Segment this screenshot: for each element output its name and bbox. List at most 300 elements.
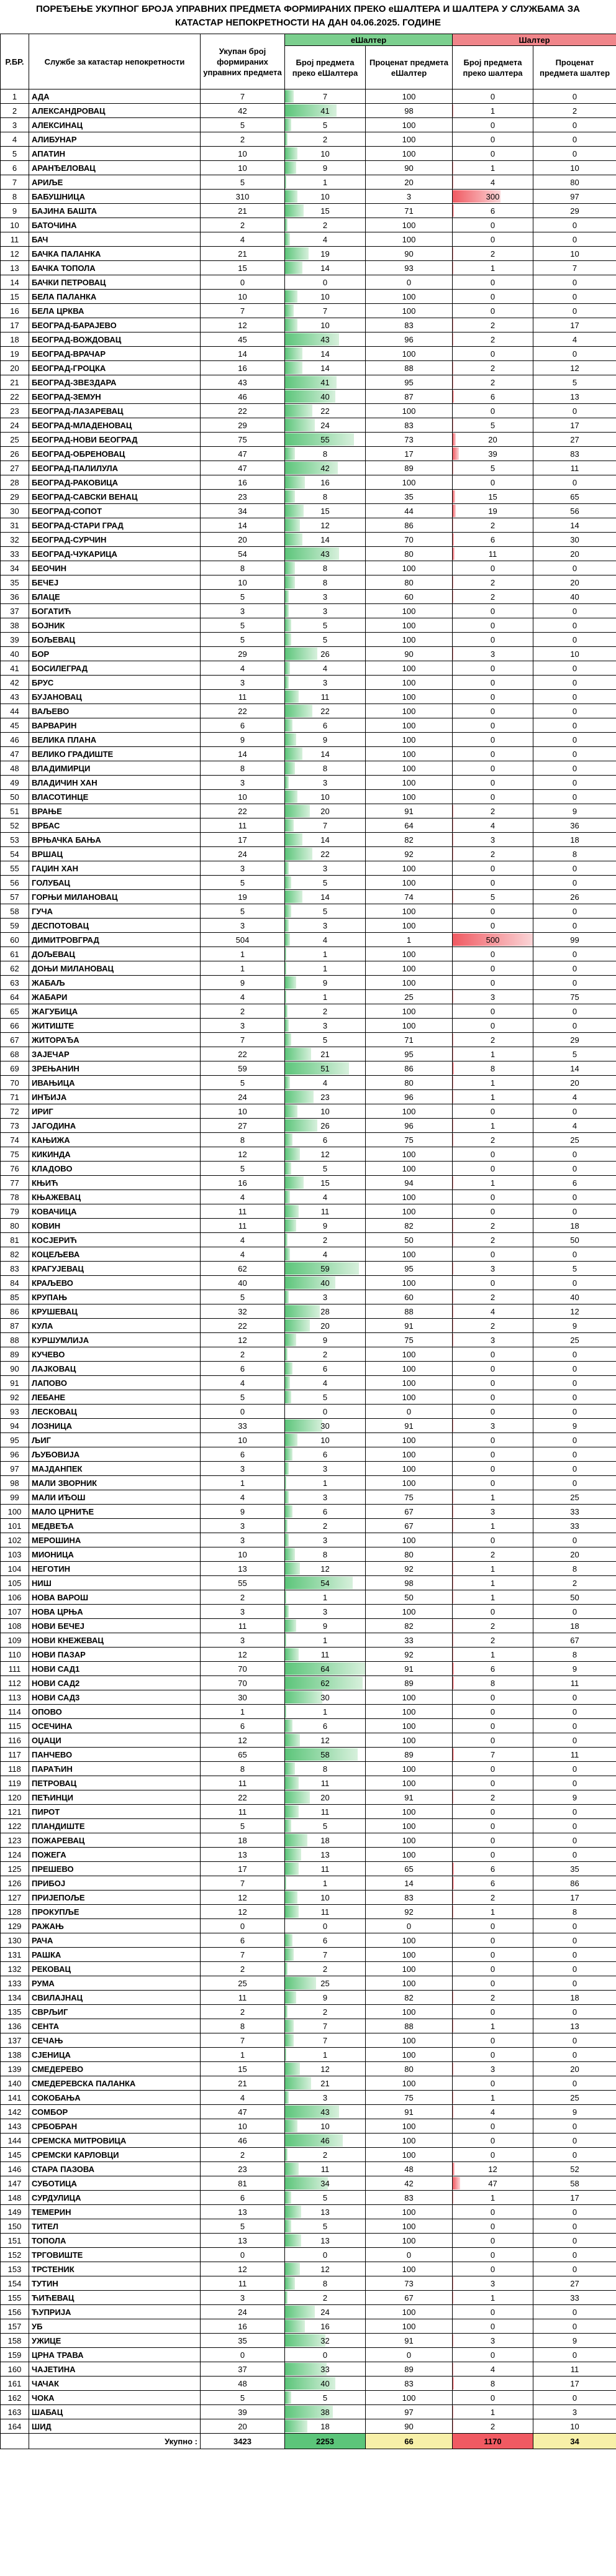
- eshalter-value: 2: [322, 2150, 328, 2160]
- row-ukupno: 15: [201, 2062, 285, 2076]
- table-row: [1, 275, 616, 290]
- row-ukupno: 3: [201, 2291, 285, 2305]
- eshalter-value: 3: [322, 920, 328, 930]
- shalter-value: 0: [490, 692, 496, 702]
- row-ukupno: 54: [201, 547, 285, 561]
- shalter-value: 0: [490, 1807, 496, 1817]
- row-ukupno: 5: [201, 118, 285, 132]
- row-ukupno: 11: [201, 1805, 285, 1819]
- eshalter-value: 0: [322, 277, 328, 287]
- eshalter-value: 14: [320, 749, 330, 759]
- eshalter-data-bar: [285, 791, 297, 803]
- row-sluzba: СУРДУЛИЦА: [29, 2191, 201, 2205]
- row-sluzba: АПАТИН: [29, 147, 201, 161]
- row-sluzba: СЈЕНИЦА: [29, 2048, 201, 2062]
- shalter-value: 0: [490, 1835, 496, 1845]
- row-number: 59: [1, 919, 29, 933]
- row-number: 93: [1, 1405, 29, 1419]
- row-procenat-shalter: 0: [533, 1347, 616, 1362]
- shalter-data-bar: [453, 505, 456, 517]
- shalter-value: 0: [490, 1392, 496, 1402]
- row-sluzba: ДИМИТРОВГРАД: [29, 933, 201, 947]
- row-number: 5: [1, 147, 29, 161]
- row-ukupno: 11: [201, 1219, 285, 1233]
- row-broj-shalter: [453, 1219, 533, 1233]
- row-procenat-shalter: 0: [533, 1948, 616, 1962]
- row-number: 122: [1, 1819, 29, 1833]
- row-sluzba: УЖИЦЕ: [29, 2334, 201, 2348]
- eshalter-value: 1: [322, 1478, 328, 1488]
- row-number: 25: [1, 433, 29, 447]
- eshalter-value: 33: [320, 2364, 330, 2374]
- row-procenat-shalter: 0: [533, 2148, 616, 2162]
- row-broj-shalter: [453, 2291, 533, 2305]
- row-sluzba: НИШ: [29, 1576, 201, 1590]
- row-broj-shalter: [453, 504, 533, 518]
- row-procenat-eshalter: 83: [366, 2191, 453, 2205]
- row-broj-eshalter: [285, 1905, 366, 1919]
- shalter-value: 3: [490, 2278, 496, 2288]
- shalter-value: 300: [486, 191, 500, 201]
- eshalter-value: 58: [320, 1749, 330, 1759]
- shalter-value: 1: [490, 1649, 496, 1659]
- row-procenat-eshalter: 91: [366, 1419, 453, 1433]
- row-number: 45: [1, 718, 29, 733]
- row-broj-shalter: [453, 1319, 533, 1333]
- row-sluzba: БЕОГРАД-ПАЛИЛУЛА: [29, 461, 201, 475]
- row-number: 88: [1, 1333, 29, 1347]
- eshalter-data-bar: [285, 2334, 325, 2347]
- eshalter-value: 14: [320, 534, 330, 544]
- row-broj-shalter: [453, 1476, 533, 1490]
- row-ukupno: 6: [201, 718, 285, 733]
- row-procenat-eshalter: 35: [366, 490, 453, 504]
- shalter-data-bar: [453, 1877, 454, 1889]
- eshalter-data-bar: [285, 748, 302, 760]
- row-number: 43: [1, 690, 29, 704]
- row-ukupno: 0: [201, 2348, 285, 2362]
- row-ukupno: 4: [201, 1233, 285, 1247]
- shalter-value: 0: [490, 1735, 496, 1745]
- row-number: 132: [1, 1962, 29, 1976]
- row-number: 82: [1, 1247, 29, 1262]
- row-sluzba: ГУЧА: [29, 904, 201, 919]
- shalter-value: 0: [490, 735, 496, 745]
- eshalter-data-bar: [285, 1848, 301, 1861]
- row-procenat-shalter: 58: [533, 2176, 616, 2191]
- row-procenat-eshalter: 100: [366, 1533, 453, 1547]
- row-broj-eshalter: [285, 2334, 366, 2348]
- shalter-value: 4: [490, 1306, 496, 1316]
- row-procenat-eshalter: 92: [366, 1562, 453, 1576]
- row-sluzba: КЊИЋ: [29, 1176, 201, 1190]
- row-procenat-eshalter: 100: [366, 347, 453, 361]
- table-row: [1, 1719, 616, 1733]
- row-procenat-eshalter: 100: [366, 704, 453, 718]
- row-broj-shalter: [453, 2334, 533, 2348]
- row-procenat-eshalter: 75: [366, 1333, 453, 1347]
- table-row: [1, 1090, 616, 1104]
- row-procenat-eshalter: 83: [366, 1891, 453, 1905]
- row-procenat-shalter: 0: [533, 1476, 616, 1490]
- row-procenat-eshalter: 100: [366, 1204, 453, 1219]
- row-procenat-eshalter: 96: [366, 1090, 453, 1104]
- row-ukupno: 0: [201, 1405, 285, 1419]
- row-broj-shalter: [453, 1905, 533, 1919]
- row-broj-eshalter: [285, 247, 366, 261]
- row-procenat-eshalter: 0: [366, 1919, 453, 1933]
- table-row: [1, 2234, 616, 2248]
- row-sluzba: СМЕДЕРЕВО: [29, 2062, 201, 2076]
- row-number: 145: [1, 2148, 29, 2162]
- eshalter-value: 0: [322, 1921, 328, 1931]
- row-broj-eshalter: [285, 1991, 366, 2005]
- table-row: [1, 790, 616, 804]
- shalter-value: 2: [490, 1549, 496, 1559]
- eshalter-data-bar: [285, 1205, 299, 1217]
- table-row: [1, 1862, 616, 1876]
- row-sluzba: БОР: [29, 647, 201, 661]
- table-row: [1, 1061, 616, 1076]
- row-broj-eshalter: [285, 1047, 366, 1061]
- table-row: [1, 1891, 616, 1905]
- eshalter-data-bar: [285, 1791, 310, 1804]
- eshalter-value: 14: [320, 892, 330, 902]
- shalter-value: 3: [490, 649, 496, 659]
- row-broj-eshalter: [285, 919, 366, 933]
- row-broj-eshalter: [285, 1290, 366, 1304]
- row-broj-shalter: [453, 147, 533, 161]
- row-sluzba: БЕОГРАД-ЧУКАРИЦА: [29, 547, 201, 561]
- row-sluzba: СТАРА ПАЗОВА: [29, 2162, 201, 2176]
- table-row: [1, 1162, 616, 1176]
- eshalter-data-bar: [285, 176, 286, 188]
- row-broj-shalter: [453, 1090, 533, 1104]
- eshalter-value: 4: [322, 663, 328, 673]
- row-number: 21: [1, 375, 29, 390]
- row-procenat-eshalter: 89: [366, 1748, 453, 1762]
- row-number: 86: [1, 1304, 29, 1319]
- row-sluzba: ОПОВО: [29, 1705, 201, 1719]
- table-row: [1, 2248, 616, 2262]
- row-broj-eshalter: [285, 1576, 366, 1590]
- row-procenat-shalter: 0: [533, 132, 616, 147]
- row-procenat-shalter: 9: [533, 1662, 616, 1676]
- shalter-value: 1: [490, 1078, 496, 1088]
- row-sluzba: ШИД: [29, 2419, 201, 2434]
- eshalter-data-bar: [285, 733, 296, 746]
- table-row: [1, 2219, 616, 2234]
- row-broj-eshalter: [285, 475, 366, 490]
- eshalter-value: 1: [322, 1635, 328, 1645]
- row-procenat-eshalter: 86: [366, 518, 453, 533]
- row-sluzba: АЛИБУНАР: [29, 132, 201, 147]
- row-broj-eshalter: [285, 2033, 366, 2048]
- row-procenat-eshalter: 91: [366, 2334, 453, 2348]
- eshalter-value: 10: [320, 1435, 330, 1445]
- shalter-value: 4: [490, 820, 496, 830]
- eshalter-value: 7: [322, 91, 328, 101]
- row-broj-shalter: [453, 1362, 533, 1376]
- shalter-value: 1: [490, 1592, 496, 1602]
- table-row: [1, 861, 616, 876]
- eshalter-data-bar: [285, 1048, 311, 1060]
- eshalter-value: 11: [320, 692, 330, 702]
- row-number: 129: [1, 1919, 29, 1933]
- shalter-value: 0: [490, 220, 496, 230]
- row-procenat-shalter: 0: [533, 1705, 616, 1719]
- eshalter-data-bar: [285, 1734, 300, 1746]
- shalter-value: 20: [488, 434, 497, 444]
- row-procenat-shalter: 0: [533, 604, 616, 618]
- row-broj-eshalter: [285, 1633, 366, 1648]
- eshalter-data-bar: [285, 991, 286, 1003]
- row-number: 29: [1, 490, 29, 504]
- row-procenat-shalter: 0: [533, 1933, 616, 1948]
- row-broj-eshalter: [285, 676, 366, 690]
- row-procenat-shalter: 17: [533, 2191, 616, 2205]
- row-procenat-eshalter: 100: [366, 2234, 453, 2248]
- row-procenat-shalter: 0: [533, 304, 616, 318]
- row-number: 94: [1, 1419, 29, 1433]
- row-broj-shalter: [453, 1648, 533, 1662]
- row-sluzba: ТРСТЕНИК: [29, 2262, 201, 2276]
- eshalter-value: 15: [320, 206, 330, 216]
- row-procenat-shalter: 0: [533, 2262, 616, 2276]
- row-broj-eshalter: [285, 2362, 366, 2377]
- row-broj-eshalter: [285, 1619, 366, 1633]
- shalter-data-bar: [453, 204, 454, 217]
- row-number: 38: [1, 618, 29, 633]
- eshalter-data-bar: [285, 2234, 301, 2247]
- row-broj-eshalter: [285, 2291, 366, 2305]
- table-row: [1, 1505, 616, 1519]
- row-procenat-shalter: 0: [533, 2391, 616, 2405]
- shalter-value: 0: [490, 477, 496, 487]
- row-sluzba: ПАРАЋИН: [29, 1762, 201, 1776]
- row-sluzba: БАЧ: [29, 232, 201, 247]
- row-ukupno: 23: [201, 490, 285, 504]
- row-sluzba: КРАГУЈЕВАЦ: [29, 1262, 201, 1276]
- row-ukupno: 25: [201, 1976, 285, 1991]
- row-broj-eshalter: [285, 1147, 366, 1162]
- row-broj-shalter: [453, 1862, 533, 1876]
- shalter-value: 7: [490, 1749, 496, 1759]
- row-sluzba: ЖИТОРАЂА: [29, 1033, 201, 1047]
- row-procenat-eshalter: 82: [366, 1619, 453, 1633]
- row-broj-shalter: [453, 690, 533, 704]
- header-group-shalter: Шалтер: [453, 34, 616, 46]
- shalter-value: 0: [490, 1978, 496, 1988]
- row-procenat-shalter: 0: [533, 290, 616, 304]
- row-ukupno: 4: [201, 1376, 285, 1390]
- row-broj-shalter: [453, 1233, 533, 1247]
- row-broj-eshalter: [285, 1676, 366, 1690]
- totals-broj-shalter: 1170: [453, 2434, 533, 2449]
- row-procenat-eshalter: 100: [366, 1247, 453, 1262]
- row-ukupno: 7: [201, 304, 285, 318]
- row-number: 89: [1, 1347, 29, 1362]
- shalter-value: 8: [490, 1678, 496, 1688]
- row-sluzba: НОВИ САД1: [29, 1662, 201, 1676]
- row-procenat-eshalter: 100: [366, 676, 453, 690]
- row-sluzba: БЕОГРАД-ВРАЧАР: [29, 347, 201, 361]
- row-procenat-shalter: 56: [533, 504, 616, 518]
- row-number: 115: [1, 1719, 29, 1733]
- eshalter-data-bar: [285, 762, 295, 774]
- eshalter-value: 2: [322, 1006, 328, 1016]
- row-sluzba: БЕОГРАД-ВОЖДОВАЦ: [29, 332, 201, 347]
- row-broj-eshalter: [285, 2062, 366, 2076]
- row-procenat-eshalter: 60: [366, 1290, 453, 1304]
- row-sluzba: БОЈНИК: [29, 618, 201, 633]
- row-broj-eshalter: [285, 990, 366, 1004]
- row-sluzba: КУРШУМЛИЈА: [29, 1333, 201, 1347]
- row-procenat-shalter: 0: [533, 218, 616, 232]
- shalter-data-bar: [453, 447, 459, 460]
- row-procenat-shalter: 18: [533, 833, 616, 847]
- eshalter-data-bar: [285, 2420, 307, 2432]
- row-number: 42: [1, 676, 29, 690]
- row-ukupno: 5: [201, 1290, 285, 1304]
- row-number: 7: [1, 175, 29, 190]
- row-procenat-shalter: 12: [533, 1304, 616, 1319]
- row-number: 113: [1, 1690, 29, 1705]
- row-number: 8: [1, 190, 29, 204]
- shalter-value: 0: [490, 1692, 496, 1702]
- row-ukupno: 15: [201, 261, 285, 275]
- shalter-value: 1: [490, 2407, 496, 2417]
- row-procenat-eshalter: 100: [366, 1376, 453, 1390]
- row-procenat-eshalter: 100: [366, 1962, 453, 1976]
- shalter-value: 0: [490, 1278, 496, 1288]
- row-broj-eshalter: [285, 1390, 366, 1405]
- row-sluzba: ВРАЊЕ: [29, 804, 201, 818]
- row-broj-eshalter: [285, 1876, 366, 1891]
- table-row: [1, 2119, 616, 2134]
- shalter-value: 0: [490, 306, 496, 316]
- row-broj-eshalter: [285, 275, 366, 290]
- table-row: [1, 747, 616, 761]
- row-broj-eshalter: [285, 1462, 366, 1476]
- row-sluzba: ПРОКУПЉЕ: [29, 1905, 201, 1919]
- eshalter-data-bar: [285, 1391, 291, 1403]
- row-broj-eshalter: [285, 2191, 366, 2205]
- row-ukupno: 45: [201, 332, 285, 347]
- row-ukupno: 21: [201, 2076, 285, 2091]
- row-broj-shalter: [453, 1247, 533, 1262]
- row-number: 153: [1, 2262, 29, 2276]
- eshalter-value: 8: [322, 449, 328, 459]
- row-sluzba: БЕОГРАД-СУРЧИН: [29, 533, 201, 547]
- shalter-value: 0: [490, 763, 496, 773]
- eshalter-data-bar: [285, 1834, 307, 1846]
- eshalter-value: 5: [322, 906, 328, 916]
- row-number: 76: [1, 1162, 29, 1176]
- row-ukupno: 0: [201, 1919, 285, 1933]
- report-title: ПОРЕЂЕЊЕ УКУПНОГ БРОЈА УПРАВНИХ ПРЕДМЕТА ФОРМИРАНИХ ПРЕКО еШАЛТЕРА И ШАЛТЕРА У СЛУЖБАМА ЗА КАТАСТАР НЕПОКРЕТНОСТИ НА ДАН 04.06.2025. ГОДИНЕ: [35, 4, 581, 28]
- row-number: 156: [1, 2305, 29, 2319]
- eshalter-value: 41: [320, 377, 330, 387]
- row-procenat-eshalter: 100: [366, 1933, 453, 1948]
- row-sluzba: НОВИ БЕЧЕЈ: [29, 1619, 201, 1633]
- row-broj-eshalter: [285, 218, 366, 232]
- eshalter-value: 40: [320, 2378, 330, 2388]
- row-broj-shalter: [453, 561, 533, 575]
- row-number: 40: [1, 647, 29, 661]
- row-procenat-eshalter: 100: [366, 1762, 453, 1776]
- row-procenat-eshalter: 95: [366, 1047, 453, 1061]
- row-broj-shalter: [453, 175, 533, 190]
- row-ukupno: 29: [201, 418, 285, 433]
- row-number: 84: [1, 1276, 29, 1290]
- row-number: 119: [1, 1776, 29, 1790]
- eshalter-data-bar: [285, 848, 312, 860]
- row-broj-eshalter: [285, 647, 366, 661]
- shalter-value: 0: [490, 663, 496, 673]
- row-ukupno: 24: [201, 1090, 285, 1104]
- table-row: [1, 1633, 616, 1648]
- row-procenat-shalter: 0: [533, 876, 616, 890]
- row-broj-shalter: [453, 2205, 533, 2219]
- table-row: [1, 890, 616, 904]
- row-procenat-shalter: 0: [533, 1162, 616, 1176]
- eshalter-data-bar: [285, 490, 295, 503]
- row-procenat-eshalter: 90: [366, 161, 453, 175]
- table-row: [1, 290, 616, 304]
- row-broj-eshalter: [285, 976, 366, 990]
- row-procenat-shalter: 12: [533, 361, 616, 375]
- shalter-data-bar: [453, 1748, 454, 1761]
- row-ukupno: 18: [201, 1833, 285, 1848]
- eshalter-value: 20: [320, 1321, 330, 1331]
- shalter-data-bar: [453, 1863, 454, 1875]
- row-procenat-shalter: 17: [533, 2377, 616, 2391]
- row-broj-eshalter: [285, 790, 366, 804]
- row-broj-shalter: [453, 990, 533, 1004]
- table-row: [1, 1204, 616, 1219]
- row-broj-shalter: [453, 2048, 533, 2062]
- row-broj-eshalter: [285, 761, 366, 776]
- row-number: 23: [1, 404, 29, 418]
- eshalter-data-bar: [285, 133, 288, 145]
- row-broj-shalter: [453, 1133, 533, 1147]
- row-ukupno: 2: [201, 218, 285, 232]
- row-procenat-eshalter: 100: [366, 947, 453, 961]
- row-sluzba: МАЛИ ИЂОШ: [29, 1490, 201, 1505]
- eshalter-data-bar: [285, 1348, 288, 1360]
- row-sluzba: КОВИН: [29, 1219, 201, 1233]
- row-procenat-shalter: 0: [533, 776, 616, 790]
- table-row: [1, 2134, 616, 2148]
- table-row: [1, 1590, 616, 1605]
- row-sluzba: СОКОБАЊА: [29, 2091, 201, 2105]
- row-broj-eshalter: [285, 1748, 366, 1762]
- row-broj-shalter: [453, 304, 533, 318]
- row-broj-eshalter: [285, 1733, 366, 1748]
- row-sluzba: ЋИЋЕВАЦ: [29, 2291, 201, 2305]
- row-broj-eshalter: [285, 833, 366, 847]
- row-sluzba: ПРИБОЈ: [29, 1876, 201, 1891]
- row-broj-shalter: [453, 1848, 533, 1862]
- table-row: [1, 947, 616, 961]
- row-number: 12: [1, 247, 29, 261]
- row-broj-eshalter: [285, 147, 366, 161]
- row-sluzba: ЖАГУБИЦА: [29, 1004, 201, 1019]
- row-procenat-eshalter: 88: [366, 361, 453, 375]
- eshalter-data-bar: [285, 1462, 289, 1475]
- row-procenat-eshalter: 100: [366, 1462, 453, 1476]
